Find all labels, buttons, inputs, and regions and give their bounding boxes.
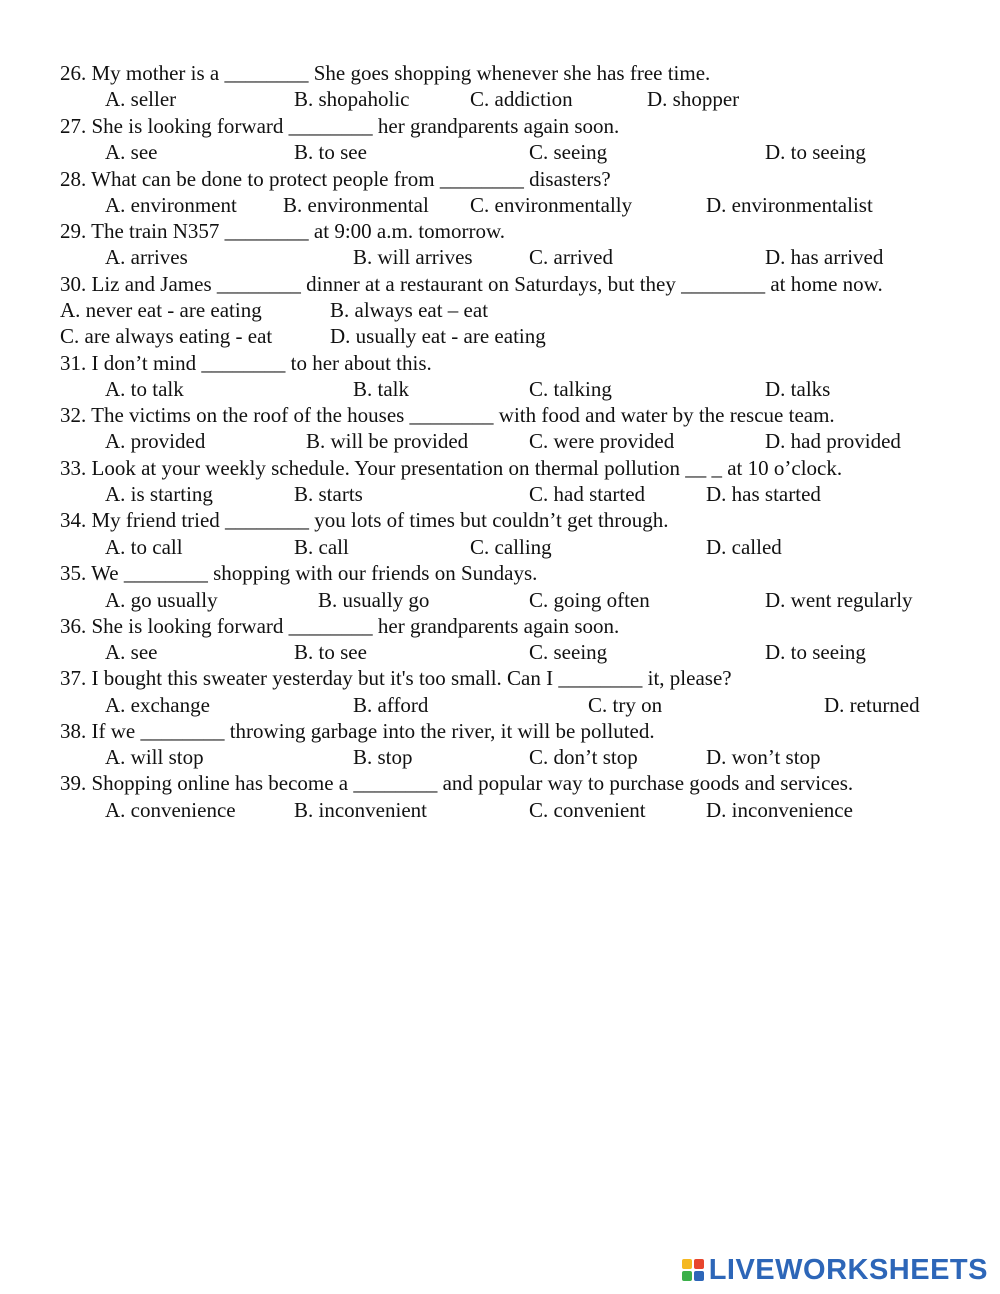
logo-text: LIVEWORKSHEETS bbox=[708, 1253, 988, 1286]
option[interactable]: C. going often bbox=[529, 588, 650, 612]
option[interactable]: A. environment bbox=[105, 193, 237, 217]
option-row bbox=[0, 744, 1000, 770]
option[interactable]: D. to seeing bbox=[765, 640, 866, 664]
question-stem: 34. My friend tried ________ you lots of times but couldn’t get through. bbox=[60, 508, 669, 532]
option[interactable]: D. has started bbox=[706, 482, 821, 506]
option-row bbox=[0, 323, 1000, 349]
logo-block bbox=[682, 1259, 692, 1269]
option-row bbox=[0, 428, 1000, 454]
option[interactable]: B. environmental bbox=[283, 193, 429, 217]
option[interactable]: A. to call bbox=[105, 535, 183, 559]
option[interactable]: C. environmentally bbox=[470, 193, 633, 217]
option[interactable]: A. see bbox=[105, 640, 158, 664]
option[interactable]: C. try on bbox=[588, 693, 663, 717]
option-row bbox=[0, 297, 1000, 323]
option[interactable]: D. talks bbox=[765, 377, 831, 401]
option[interactable]: D. environmentalist bbox=[706, 193, 873, 217]
option[interactable]: D. went regularly bbox=[765, 588, 913, 612]
option[interactable]: D. won’t stop bbox=[706, 745, 821, 769]
option[interactable]: C. seeing bbox=[529, 640, 608, 664]
logo-block bbox=[694, 1271, 704, 1281]
option[interactable]: A. see bbox=[105, 140, 158, 164]
option-row bbox=[0, 587, 1000, 613]
option-row bbox=[0, 692, 1000, 718]
option[interactable]: C. were provided bbox=[529, 429, 675, 453]
option[interactable]: B. will arrives bbox=[353, 245, 473, 269]
option[interactable]: A. provided bbox=[105, 429, 206, 453]
option-row bbox=[0, 797, 1000, 823]
question-stem: 38. If we ________ throwing garbage into the river, it will be polluted. bbox=[60, 719, 655, 743]
option[interactable]: B. always eat – eat bbox=[330, 298, 489, 322]
option[interactable]: C. convenient bbox=[529, 798, 646, 822]
option[interactable]: B. usually go bbox=[318, 588, 430, 612]
option[interactable]: D. shopper bbox=[647, 87, 740, 111]
option[interactable]: A. will stop bbox=[105, 745, 204, 769]
option[interactable]: A. is starting bbox=[105, 482, 213, 506]
option[interactable]: C. are always eating - eat bbox=[60, 324, 273, 348]
option[interactable]: C. had started bbox=[529, 482, 646, 506]
option[interactable]: D. called bbox=[706, 535, 782, 559]
option[interactable]: B. to see bbox=[294, 640, 367, 664]
option-row bbox=[0, 534, 1000, 560]
option[interactable]: B. will be provided bbox=[306, 429, 469, 453]
question-stem: 39. Shopping online has become a ________ and popular way to purchase goods and services. bbox=[60, 771, 854, 795]
option[interactable]: D. returned bbox=[824, 693, 920, 717]
question-stem: 35. We ________ shopping with our friends on Sundays. bbox=[60, 561, 538, 585]
option-row bbox=[0, 192, 1000, 218]
option[interactable]: A. exchange bbox=[105, 693, 210, 717]
option[interactable]: B. talk bbox=[353, 377, 409, 401]
option[interactable]: B. shopaholic bbox=[294, 87, 410, 111]
question-stem: 33. Look at your weekly schedule. Your presentation on thermal pollution __ _ at 10 o’clock. bbox=[60, 456, 843, 480]
option[interactable]: C. arrived bbox=[529, 245, 613, 269]
option[interactable]: D. inconvenience bbox=[706, 798, 853, 822]
option-row bbox=[0, 481, 1000, 507]
option[interactable]: B. starts bbox=[294, 482, 363, 506]
option[interactable]: A. convenience bbox=[105, 798, 236, 822]
option[interactable]: C. addiction bbox=[470, 87, 573, 111]
question-stem: 31. I don’t mind ________ to her about this. bbox=[60, 351, 432, 375]
question-stem: 28. What can be done to protect people from ________ disasters? bbox=[60, 167, 611, 191]
question-stem: 29. The train N357 ________ at 9:00 a.m. tomorrow. bbox=[60, 219, 506, 243]
option[interactable]: B. inconvenient bbox=[294, 798, 427, 822]
option[interactable]: C. seeing bbox=[529, 140, 608, 164]
option[interactable]: B. stop bbox=[353, 745, 413, 769]
option[interactable]: A. go usually bbox=[105, 588, 218, 612]
option-row bbox=[0, 376, 1000, 402]
liveworksheets-logo[interactable] bbox=[682, 1253, 988, 1287]
option[interactable]: C. don’t stop bbox=[529, 745, 638, 769]
option[interactable]: D. usually eat - are eating bbox=[330, 324, 546, 348]
option[interactable]: A. to talk bbox=[105, 377, 184, 401]
logo-block bbox=[694, 1259, 704, 1269]
option[interactable]: D. to seeing bbox=[765, 140, 866, 164]
option[interactable]: A. arrives bbox=[105, 245, 188, 269]
option[interactable]: D. has arrived bbox=[765, 245, 884, 269]
question-stem: 26. My mother is a ________ She goes shopping whenever she has free time. bbox=[60, 61, 711, 85]
option-row bbox=[0, 139, 1000, 165]
question-stem: 30. Liz and James ________ dinner at a restaurant on Saturdays, but they ________ at home now. bbox=[60, 272, 883, 296]
logo-blocks-icon bbox=[682, 1259, 704, 1281]
option[interactable]: C. talking bbox=[529, 377, 612, 401]
option[interactable]: A. seller bbox=[105, 87, 177, 111]
option-row bbox=[0, 639, 1000, 665]
option[interactable]: A. never eat - are eating bbox=[60, 298, 262, 322]
question-stem: 27. She is looking forward ________ her grandparents again soon. bbox=[60, 114, 620, 138]
question-stem: 37. I bought this sweater yesterday but it's too small. Can I ________ it, please? bbox=[60, 666, 732, 690]
option[interactable]: B. to see bbox=[294, 140, 367, 164]
option-row bbox=[0, 244, 1000, 270]
option[interactable]: C. calling bbox=[470, 535, 552, 559]
option-row bbox=[0, 86, 1000, 112]
option[interactable]: B. call bbox=[294, 535, 349, 559]
option[interactable]: D. had provided bbox=[765, 429, 901, 453]
logo-block bbox=[682, 1271, 692, 1281]
question-stem: 36. She is looking forward ________ her grandparents again soon. bbox=[60, 614, 620, 638]
question-stem: 32. The victims on the roof of the houses ________ with food and water by the rescue team. bbox=[60, 403, 835, 427]
option[interactable]: B. afford bbox=[353, 693, 429, 717]
